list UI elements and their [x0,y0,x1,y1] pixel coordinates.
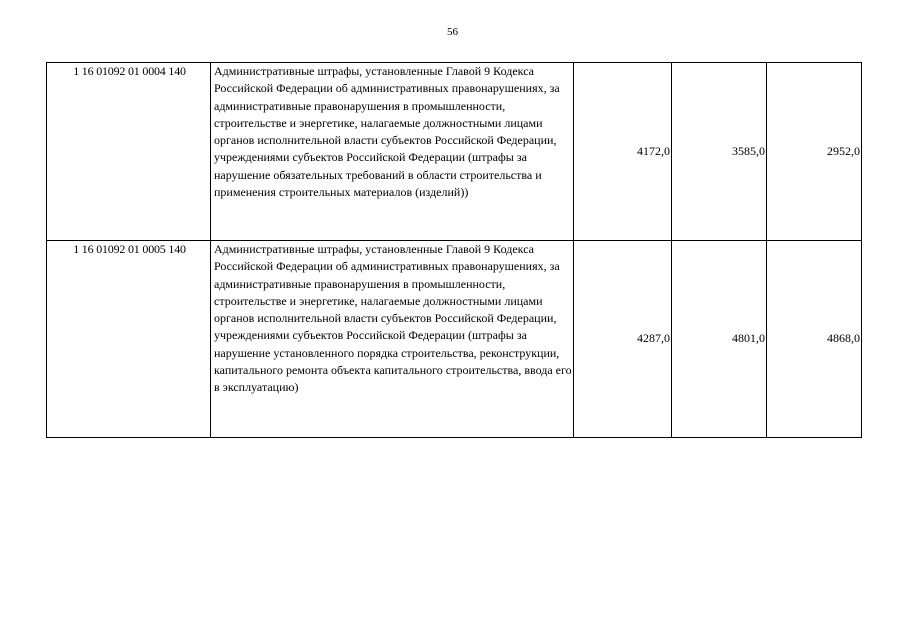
table-row [47,241,862,438]
revenue-table [46,62,862,438]
value-cell-2: 4801,0 [672,241,767,438]
budget-code-cell: 1 16 01092 01 0005 140 [47,241,211,438]
description-cell: Административные штрафы, установленные Главой 9 Кодекса Российской Федерации об административных правонарушениях, за административные правонарушения в промышленности, строительстве и энергетике, налагаемые должностными лицами органов исполнительной власти субъектов Российской Федерации, учреждениями субъектов Российской Федерации (штрафы за нарушение установленного порядка строительства, реконструкции, капитального ремонта объекта капитального строительства, ввода его в эксплуатацию) [211,241,574,438]
value-cell-3: 2952,0 [767,63,862,241]
value-cell-1: 4172,0 [574,63,672,241]
table-row [47,63,862,241]
budget-code-cell: 1 16 01092 01 0004 140 [47,63,211,241]
value-cell-2: 3585,0 [672,63,767,241]
value-cell-1: 4287,0 [574,241,672,438]
value-cell-3: 4868,0 [767,241,862,438]
page-number: 56 [447,26,458,38]
description-cell: Административные штрафы, установленные Главой 9 Кодекса Российской Федерации об административных правонарушениях, за административные правонарушения в промышленности, строительстве и энергетике, налагаемые должностными лицами органов исполнительной власти субъектов Российской Федерации, учреждениями субъектов Российской Федерации (штрафы за нарушение обязательных требований в области строительства и применения строительных материалов (изделий)) [211,63,574,241]
